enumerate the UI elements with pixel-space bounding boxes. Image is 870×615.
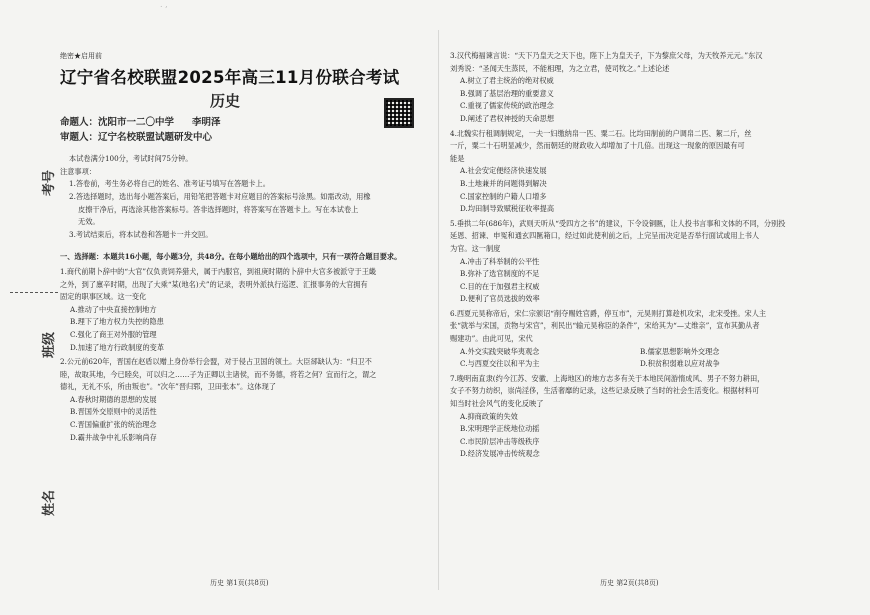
option-c: C.目的在于加强君主权威 bbox=[460, 281, 540, 291]
notes-title: 注意事项： bbox=[60, 166, 96, 176]
name-label: 姓名 bbox=[42, 489, 57, 516]
option-a: A.冲击了科举制的公平性 bbox=[460, 256, 540, 266]
question-text: 能是 bbox=[450, 153, 465, 163]
option-a: A.抑商政策的失效 bbox=[460, 411, 518, 421]
question-text: 3.汉代梅福谏言说：“天下乃皇天之天下也，陛下上为皇天子，下为黎庶父母，为天牧养元元。”东汉 bbox=[450, 51, 763, 60]
page-footer-right: 历史 第2页(共8页) bbox=[600, 579, 659, 587]
question-5 bbox=[450, 218, 845, 306]
note-item: 3.考试结束后，将本试卷和答题卡一并交回。 bbox=[69, 229, 213, 239]
option-b: B.理下了地方权力失控的隐患 bbox=[70, 317, 164, 327]
question-text: 为官。这一制度 bbox=[450, 243, 501, 253]
question-7 bbox=[450, 373, 845, 461]
exam-title: 辽宁省名校联盟2025年高三11月份联合考试 bbox=[60, 67, 400, 87]
question-4 bbox=[450, 128, 845, 216]
note-item: 皮擦干净后，再选涂其他答案标号。答非选择题时，将答案写在答题卡上。写在本试卷上 bbox=[78, 204, 359, 214]
page-footer-left: 历史 第1页(共8页) bbox=[210, 579, 269, 587]
instructions bbox=[60, 153, 425, 241]
exam-number-label: 考号 bbox=[42, 169, 57, 196]
class-label: 班级 bbox=[42, 331, 57, 358]
section-heading: 一、选择题：本题共16小题，每小题3分，共48分。在每小题给出的四个选项中，只有一项符合题目要求。 bbox=[60, 252, 402, 262]
option-a: A.社会安定便经济快速发展 bbox=[460, 166, 547, 176]
question-text: 睦，故取其地，今已睦矣，可以归之……子为正卿以主诸侯，而不务德，将若之何？宜而行之，谓之 bbox=[60, 369, 377, 379]
option-d: D.经济发展冲击传统观念 bbox=[460, 449, 540, 459]
option-b: B.强调了基层治理的重要意义 bbox=[460, 88, 554, 98]
question-3 bbox=[450, 50, 845, 126]
option-a: A.树立了君主统治的绝对权威 bbox=[460, 76, 554, 86]
option-d: D.便利了官员选拔的效率 bbox=[460, 294, 540, 304]
left-page bbox=[60, 50, 425, 444]
question-1 bbox=[60, 266, 425, 354]
option-d: D.阐述了君权神授的天命思想 bbox=[460, 113, 555, 123]
cut-line bbox=[10, 292, 58, 293]
intro-text: 本试卷满分100分，考试时间75分钟。 bbox=[69, 154, 193, 164]
question-text: 张“就举与宋国，贡物与宋官”，利民出“输元昊称臣的条件”，宋给其为“—丈维亲”，宣布其勤从者 bbox=[450, 321, 760, 331]
option-c: C.市民阶层冲击等级秩序 bbox=[460, 436, 540, 446]
page-divider bbox=[438, 30, 439, 590]
question-text: 4.北魏实行租调制规定，一夫一妇缴纳帛一匹、粟二石。比均田制前的户调帛二匹、絮二斤，丝 bbox=[450, 128, 752, 138]
question-text: 1.商代前期卜辞中的“大官”仅负责饲养猎犬，属于内服官，到祖庚时期的卜辞中大官多被派守于王畿 bbox=[60, 266, 377, 276]
secret-mark: 绝密★启用前 bbox=[60, 52, 102, 60]
right-page bbox=[450, 48, 845, 461]
question-text: 7.晚明南直隶(约今江苏、安徽、上海地区)的地方志多有关于本地民间游惰成风、男子不努力耕田， bbox=[450, 373, 765, 383]
option-b: B.儒家思想影响外交理念 bbox=[640, 346, 720, 356]
options-row bbox=[450, 358, 845, 371]
question-text: 5.垂拱二年(686年)，武则天听从“受四方之书”的建议，下令设铜匦，让人投书言事和文体的不同，分别投 bbox=[450, 218, 786, 228]
option-d: D.均田制导致赋税征收率提高 bbox=[460, 204, 555, 214]
option-c: C.晋国偏重扩张的统治理念 bbox=[70, 420, 157, 430]
note-item: 1.答卷前，考生务必将自己的姓名、准考证号填写在答题卡上。 bbox=[69, 179, 270, 189]
question-text: 延恩、招谏、申冤和通玄四匦箱口，经过如此使利前之后，上完呈而决定是否举行面试或用上书人 bbox=[450, 231, 760, 241]
option-d: D.加速了地方行政制度的变革 bbox=[70, 342, 165, 352]
question-text: 一斤，粟二十石明显减少，然而朝廷的财政收入却增加了十几倍。出现这一现象的原因最有可 bbox=[450, 141, 745, 151]
scan-artifact: . , bbox=[160, 0, 168, 9]
option-c: C.强化了商王对外服的管理 bbox=[70, 329, 157, 339]
question-text: 6.西夏元昊称帝后，宋仁宗颁诏“削夺赐姓官爵，停互市”，元昊则打算趁机攻宋，北宋受挫。宋人主 bbox=[450, 308, 767, 318]
option-a: A.推动了中央直接控制地方 bbox=[70, 304, 157, 314]
qr-code-icon bbox=[384, 98, 414, 128]
question-text: 德礼，无礼不乐，所由叛也”。“次年”晋归郓，卫田张本”。这体现了 bbox=[60, 382, 276, 392]
option-d: D.积贫积弱难以应对战争 bbox=[640, 359, 720, 369]
question-6 bbox=[450, 308, 845, 371]
question-text: 女子不努力纺织，崇尚淫侈，生活奢靡的记录，这些记录反映了当时的社会生活变化。根据材料可 bbox=[450, 386, 760, 396]
question-text: 固定的职事区域。这一变化 bbox=[60, 292, 147, 302]
option-b: B.弥补了选官制度的不足 bbox=[460, 269, 540, 279]
option-d: D.霸井战争中礼乐影响尚存 bbox=[70, 432, 157, 442]
option-c: C.与西夏交往以和平为主 bbox=[460, 359, 540, 369]
question-text: 之外，到了廪辛时期，出现了大乘“某(地名)犬”的记录，表明外派执行巡逻、汇报事务的大官拥有 bbox=[60, 279, 368, 289]
question-text: 赐建功”。由此可见，宋代 bbox=[450, 334, 533, 344]
option-b: B.土地兼并的问题得到解决 bbox=[460, 178, 547, 188]
option-b: B.晋国外交原则中的灵活性 bbox=[70, 407, 157, 417]
option-a: A.春秋时期德的思想的发展 bbox=[70, 394, 157, 404]
binding-margin bbox=[0, 150, 60, 570]
option-b: B.宋明理学正统地位动摇 bbox=[460, 424, 540, 434]
subject-title: 历史 bbox=[209, 91, 240, 110]
option-a: A.外交实践突破华夷观念 bbox=[460, 346, 540, 356]
note-item: 无效。 bbox=[78, 217, 100, 227]
question-text: 2.公元前620年，晋国在赵盾以赠上身份举行会盟，对于侵占卫国的领土。大臣郤缺认为：“归卫不 bbox=[60, 357, 372, 367]
question-2 bbox=[60, 356, 425, 444]
question-text: 知当时社会风气的变化反映了 bbox=[450, 399, 544, 409]
author-line: 命题人：沈阳市一二〇中学 李明泽 bbox=[60, 117, 221, 129]
options-row bbox=[450, 346, 845, 359]
option-c: C.重视了儒家传统的政治理念 bbox=[460, 101, 554, 111]
option-c: C.国家控制的户籍人口增多 bbox=[460, 191, 547, 201]
note-item: 2.答选择题时，选出每小题答案后，用铅笔把答题卡对应题目的答案标号涂黑。如需改动，用橡 bbox=[69, 191, 371, 201]
reviewer-line: 审题人：辽宁名校联盟试题研发中心 bbox=[60, 132, 213, 144]
question-text: 刘秀说：“圣闻天生蒸民，不能相理，为之立君，使司牧之。”上述论述 bbox=[450, 63, 670, 73]
